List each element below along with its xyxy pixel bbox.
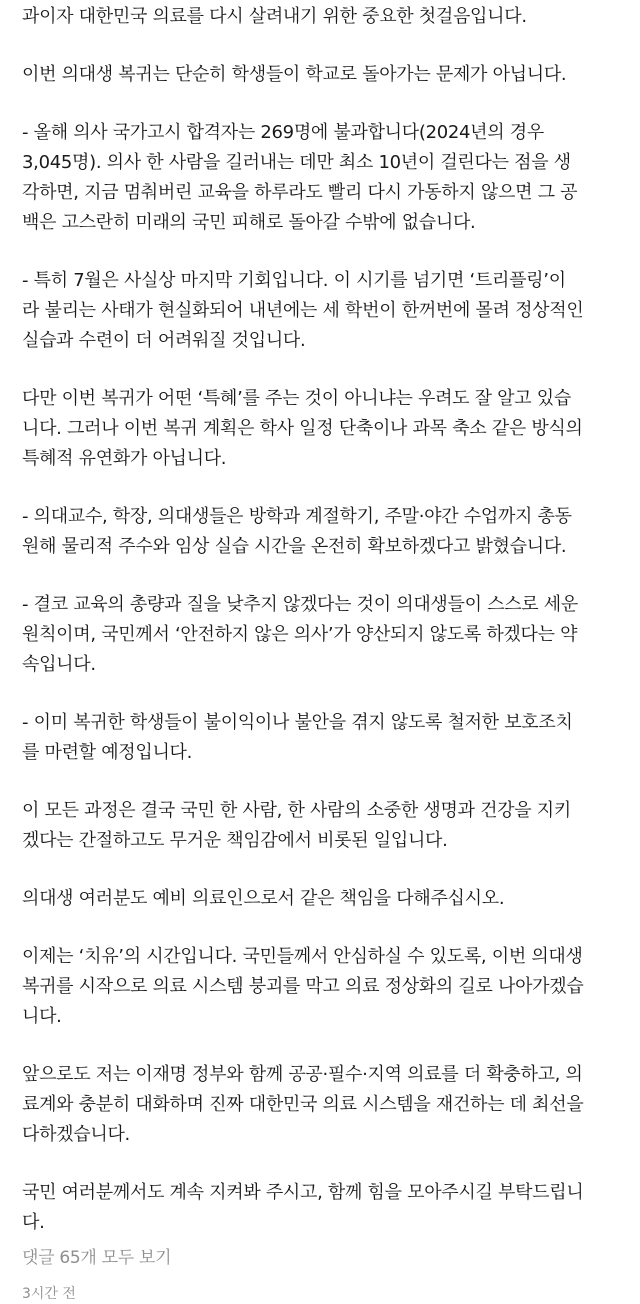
- post-paragraph-5: 다만 이번 복귀가 어떤 ‘특혜’를 주는 것이 아니냐는 우려도 잘 알고 있습 니다. 그러나 이번 복귀 계획은 학사 일정 단축이나 과목 축소 같은 방식의 특혜적 유연화가 아닙니다.: [22, 388, 583, 469]
- post-footer: [0, 1244, 640, 1304]
- post-paragraph-13: 국민 여러분께서도 계속 지켜봐 주시고, 함께 힘을 모아주시길 부탁드립니 다.: [22, 1182, 584, 1233]
- post-paragraph-3: - 올해 의사 국가고시 합격자는 269명에 불과합니다(2024년의 경우 3,045명). 의사 한 사람을 길러내는 데만 최소 10년이 걸린다는 점을 생 각하면, 지금 멈춰버린 교육을 하루라도 빨리 다시 가동하지 않으면 그 공 백은 고스란히 미래의 국민 피해로 돌아갈 수밖에 없습니다.: [22, 122, 578, 233]
- post-paragraph-6: - 의대교수, 학장, 의대생들은 방학과 계절학기, 주말·야간 수업까지 총동 원해 물리적 주수와 임상 실습 시간을 온전히 확보하겠다고 밝혔습니다.: [22, 506, 572, 557]
- post-paragraph-9: 이 모든 과정은 결국 국민 한 사람, 한 사람의 소중한 생명과 건강을 지키 겠다는 간절하고도 무거운 책임감에서 비롯된 일입니다.: [22, 800, 571, 851]
- post-paragraph-2: 이번 의대생 복귀는 단순히 학생들이 학교로 돌아가는 문제가 아닙니다.: [22, 64, 567, 85]
- post-paragraph-8: - 이미 복귀한 학생들이 불이익이나 불안을 겪지 않도록 철저한 보호조치 를 마련할 예정입니다.: [22, 712, 573, 763]
- post-paragraph-11: 이제는 ‘치유’의 시간입니다. 국민들께서 안심하실 수 있도록, 이번 의대생 복귀를 시작으로 의료 시스템 붕괴를 막고 의료 정상화의 길로 나아가겠습 니다.: [22, 946, 584, 1027]
- post-timestamp: 3시간 전: [22, 1286, 76, 1302]
- view-all-comments-link[interactable]: 댓글 65개 모두 보기: [22, 1248, 172, 1268]
- post-paragraph-1: 과이자 대한민국 의료를 다시 살려내기 위한 중요한 첫걸음입니다.: [22, 6, 527, 27]
- post-paragraph-4: - 특히 7월은 사실상 마지막 기회입니다. 이 시기를 넘기면 ‘트리플링’이 라 불리는 사태가 현실화되어 내년에는 세 학번이 한꺼번에 몰려 정상적인 실습과 수련이 더 어려워질 것입니다.: [22, 270, 584, 351]
- post-paragraph-10: 의대생 여러분도 예비 의료인으로서 같은 책임을 다해주십시오.: [22, 888, 505, 909]
- post-body: [0, 2, 640, 1238]
- post-paragraph-12: 앞으로도 저는 이재명 정부와 함께 공공·필수·지역 의료를 더 확충하고, 의 료계와 충분히 대화하며 진짜 대한민국 의료 시스템을 재건하는 데 최선을 다하겠습니다.: [22, 1064, 584, 1145]
- post-paragraph-7: - 결코 교육의 총량과 질을 낮추지 않겠다는 것이 의대생들이 스스로 세운 원칙이며, 국민께서 ‘안전하지 않은 의사’가 양산되지 않도록 하겠다는 약 속입니다.: [22, 594, 578, 675]
